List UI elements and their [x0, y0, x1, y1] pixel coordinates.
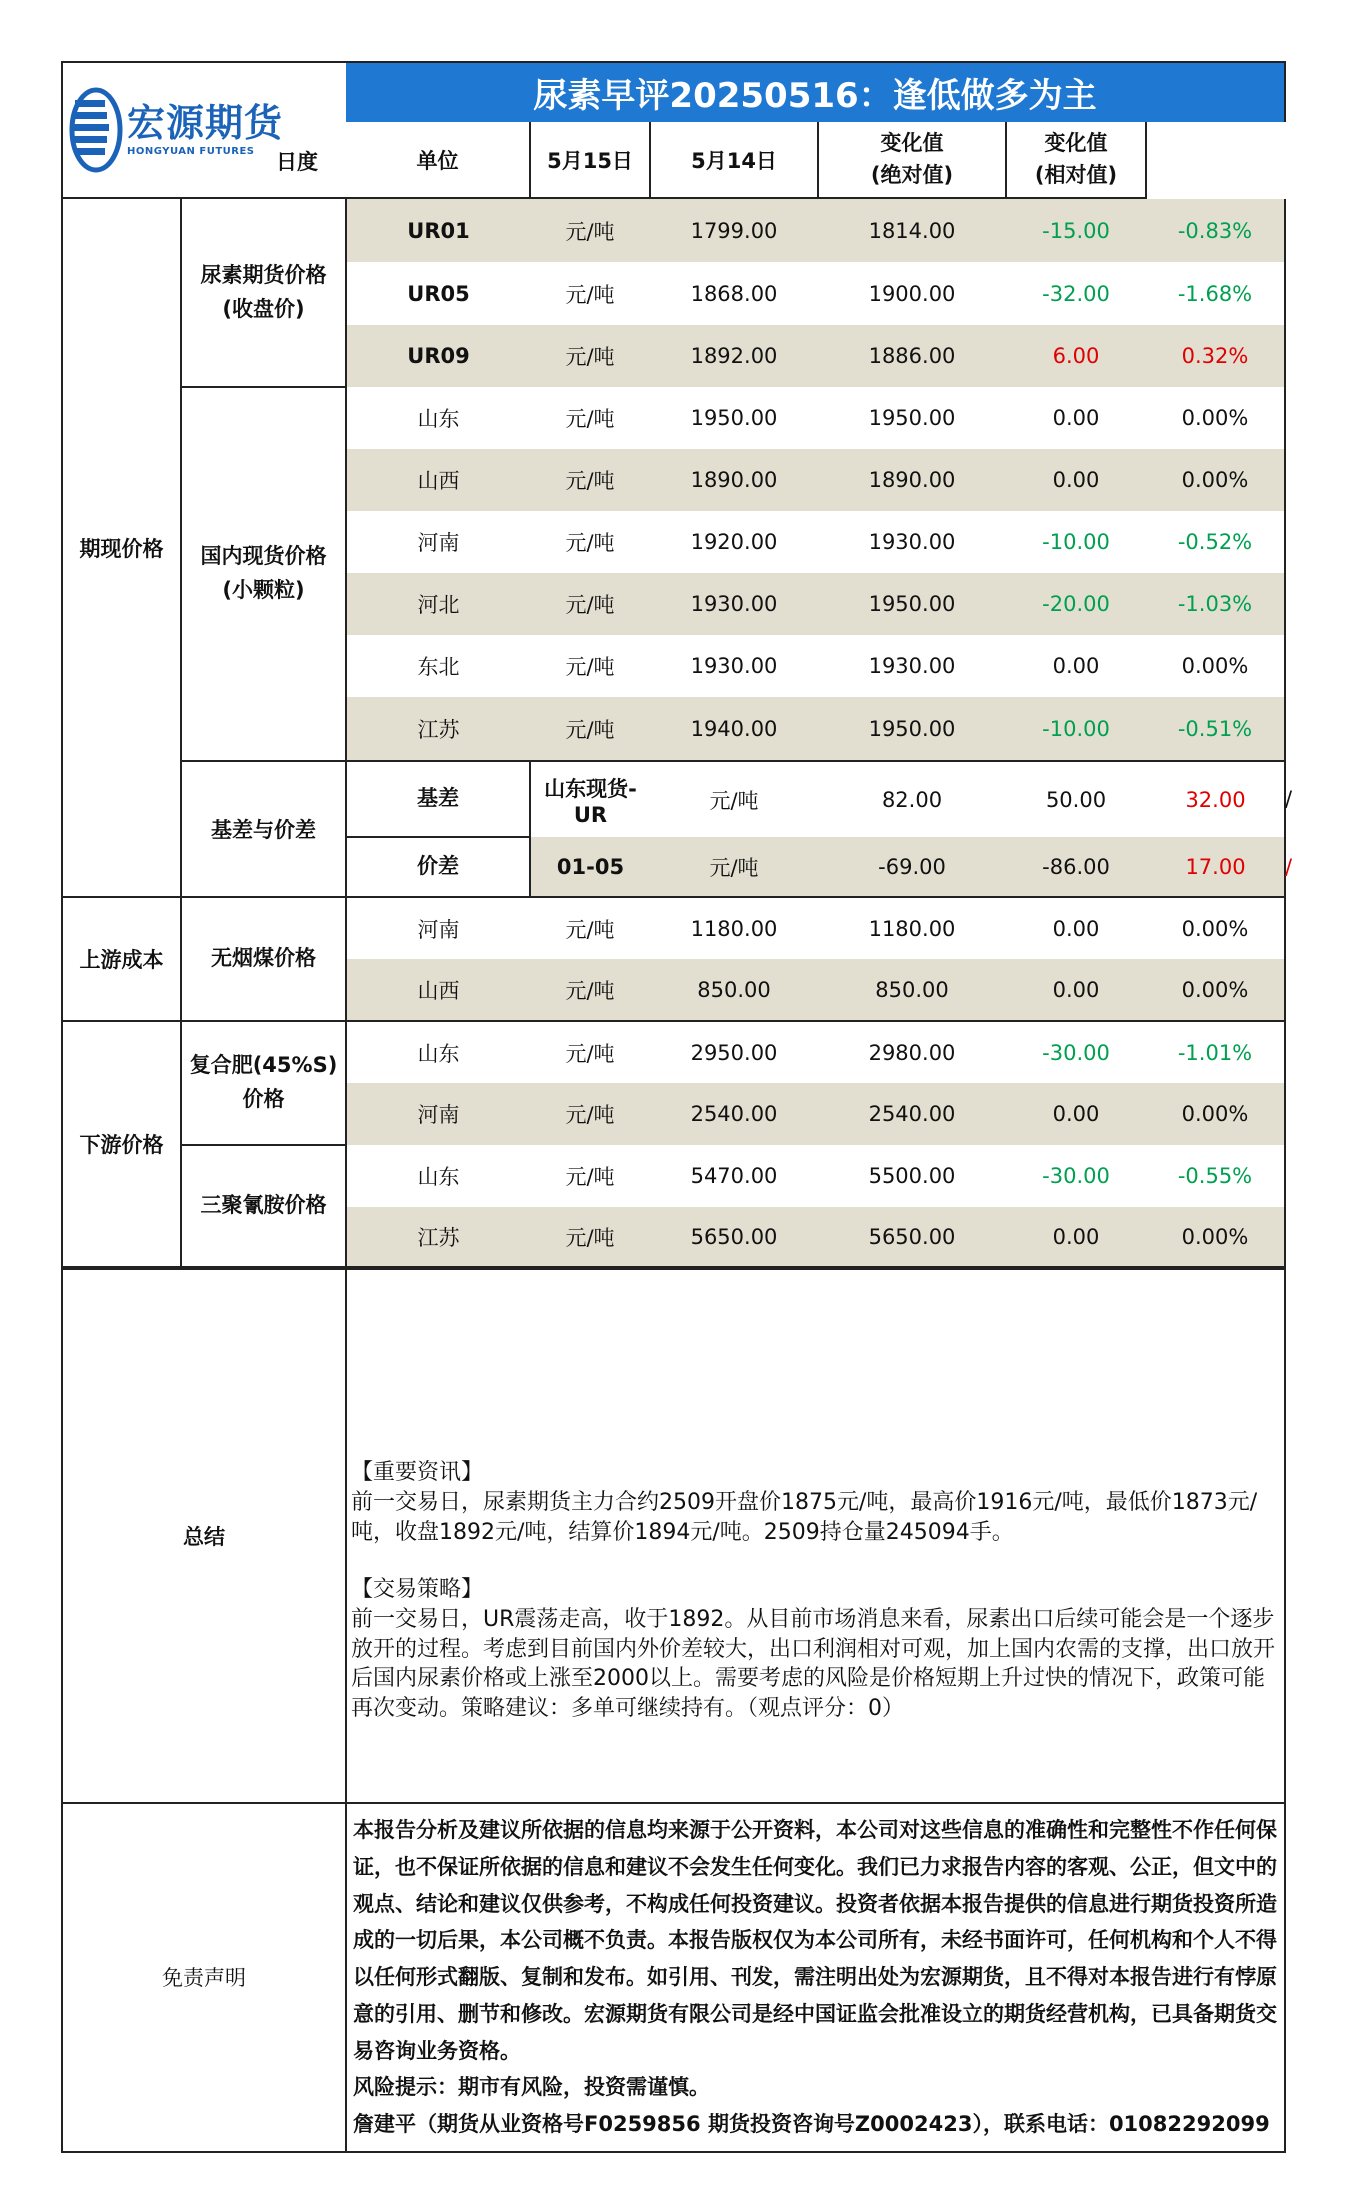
row-today-value: 1920.00: [690, 530, 778, 554]
row-prev-value: 1950.00: [818, 573, 1006, 635]
row-unit: 元/吨: [530, 199, 650, 262]
logo-english-name: HONGYUAN FUTURES: [127, 145, 255, 157]
table-row: [62, 1145, 1285, 1207]
strategy-heading: 【交易策略】: [351, 1577, 484, 1603]
logo: [62, 62, 346, 198]
row-abs-change: 0.00: [1052, 916, 1100, 941]
row-item: 河南: [417, 531, 460, 555]
row-prev-value: 850.00: [818, 959, 1006, 1021]
row-item: UR05: [407, 281, 470, 306]
category-label: 期现价格: [62, 199, 181, 897]
row-abs-change: -30.00: [1042, 1164, 1110, 1188]
row-prev-value: 1814.00: [818, 199, 1006, 262]
row-unit: 元/吨: [530, 325, 650, 387]
row-unit: 元/吨: [530, 1207, 650, 1267]
row-prev-value: 1180.00: [868, 916, 956, 941]
row-item: 山西: [346, 959, 530, 1021]
row-abs-change: 0.00: [1052, 654, 1100, 678]
row-rel-change: -0.83%: [1146, 199, 1285, 262]
today-column-header: 5月15日: [530, 122, 650, 198]
row-unit: 元/吨: [565, 531, 615, 555]
subcategory-label: 价差: [346, 837, 530, 897]
category-label: 下游价格: [62, 1021, 181, 1267]
author-line: 詹建平（期货从业资格号F0259856 期货投资咨询号Z0002423），联系电话：01082292099: [353, 2112, 1270, 2136]
row-unit: 元/吨: [565, 407, 615, 431]
row-prev-value: 1950.00: [868, 406, 956, 430]
row-prev-value: 1886.00: [818, 325, 1006, 387]
row-prev-value: 2980.00: [868, 1040, 956, 1065]
row-abs-change: 0.00: [1006, 1083, 1146, 1145]
logo-chinese-name: 宏源期货: [127, 100, 284, 145]
disclaimer-body: 本报告分析及建议所依据的信息均来源于公开资料，本公司对这些信息的准确性和完整性不作任何保证，也不保证所依据的信息和建议不会发生任何变化。我们已力求报告内容的客观、公正，但文中的观点、结论和建议仅供参考，不构成任何投资建议。投资者依据本报告提供的信息进行期货投资所造成的一切后果，本公司概不负责。本报告版权仅为本公司所有，未经书面许可，任何机构和个人不得以任何形式翻版、复制和发布。如引用、刊发，需注明出处为宏源期货，且不得对本报告进行有悖原意的引用、删节和修改。宏源期货有限公司是经中国证监会批准设立的期货经营机构，已具备期货交易咨询业务资格。: [353, 1818, 1277, 2063]
row-unit: 元/吨: [565, 1041, 615, 1066]
rel-change-column-header: 变化值 (相对值): [1006, 122, 1146, 198]
row-item: 山西: [346, 449, 530, 511]
row-prev-value: 5500.00: [868, 1164, 956, 1188]
hongyuan-logo-icon: [69, 86, 123, 174]
row-today-value: 1868.00: [690, 281, 778, 306]
news-heading: 【重要资讯】: [351, 1460, 484, 1486]
row-abs-change: 0.00: [1052, 406, 1100, 430]
row-rel-change: 0.00%: [1146, 1207, 1285, 1267]
period-label: 日度: [276, 150, 318, 174]
subcategory-label: 三聚氰胺价格: [181, 1145, 346, 1267]
subcategory-label: 基差: [346, 761, 530, 837]
row-abs-change: 0.00: [1006, 959, 1146, 1021]
row-item: 山东: [417, 1165, 460, 1189]
row-abs-change: 0.00: [1006, 1207, 1146, 1267]
row-today-value: 2540.00: [650, 1083, 818, 1145]
row-today-value: 5650.00: [650, 1207, 818, 1267]
row-unit: 元/吨: [565, 655, 615, 679]
subcategory-label: 复合肥(45%S) 价格: [181, 1021, 346, 1145]
row-unit: 元/吨: [530, 1083, 650, 1145]
row-today-value: 1930.00: [650, 573, 818, 635]
row-today-value: 2950.00: [690, 1040, 778, 1065]
disclaimer-label: 免责声明: [62, 1803, 346, 2152]
row-prev-value: 1930.00: [868, 530, 956, 554]
row-abs-change: 17.00: [1146, 837, 1285, 897]
row-item: 江苏: [346, 697, 530, 761]
row-today-value: 850.00: [650, 959, 818, 1021]
row-rel-change: 0.00%: [1146, 897, 1285, 959]
row-rel-change: 0.00%: [1146, 635, 1285, 697]
urea-morning-report-sheet: [61, 61, 1293, 2153]
unit-column-header: 单位: [346, 122, 530, 198]
row-prev-value: -86.00: [1006, 837, 1146, 897]
row-unit: 元/吨: [565, 282, 615, 307]
row-unit: 元/吨: [530, 449, 650, 511]
row-rel-change: -0.51%: [1146, 697, 1285, 761]
row-rel-change: -0.52%: [1146, 511, 1285, 573]
row-abs-change: 32.00: [1185, 787, 1246, 812]
row-today-value: 1950.00: [690, 406, 778, 430]
row-abs-change: -10.00: [1006, 697, 1146, 761]
row-abs-change: 0.00: [1006, 449, 1146, 511]
row-rel-change: 0.32%: [1146, 325, 1285, 387]
table-row: 基差与价差 基差 山东现货-UR 元/吨 82.00 50.00 32.00 /: [62, 761, 1285, 837]
row-unit: 元/吨: [530, 959, 650, 1021]
row-today-value: 1890.00: [650, 449, 818, 511]
table-row: [62, 199, 1285, 262]
row-rel-change: 0.00%: [1146, 387, 1285, 449]
table-row: 价差 01-05 元/吨 -69.00 -86.00 17.00 /: [62, 837, 1285, 897]
row-unit: 元/吨: [709, 788, 759, 813]
subcategory-label: 国内现货价格 (小颗粒): [181, 387, 346, 761]
row-abs-change: -20.00: [1006, 573, 1146, 635]
row-today-value: 1799.00: [650, 199, 818, 262]
subcategory-label: 尿素期货价格 (收盘价): [181, 199, 346, 387]
strategy-body: 前一交易日，UR震荡走高，收于1892。从目前市场消息来看，尿素出口后续可能会是一个逐步放开的过程。考虑到目前国内外价差较大，出口利润相对可观，加上国内农需的支撑，出口放开后国内尿素价格或上涨至2000以上。需要考虑的风险是价格短期上升过快的情况下，政策可能再次变动。策略建议：多单可继续持有。（观点评分：0）: [351, 1607, 1276, 1722]
row-unit: 元/吨: [650, 837, 818, 897]
subcategory-label: 无烟煤价格: [181, 897, 346, 1021]
row-today-value: 1180.00: [690, 916, 778, 941]
row-unit: 元/吨: [565, 1165, 615, 1189]
risk-warning: 风险提示：期市有风险，投资需谨慎。: [353, 2075, 710, 2100]
row-today-value: 82.00: [881, 787, 943, 812]
row-rel-change: 0.00%: [1146, 959, 1285, 1021]
price-table: [61, 199, 1293, 1268]
row-rel-change: -1.68%: [1146, 262, 1285, 325]
row-today-value: -69.00: [818, 837, 1006, 897]
report-table: [61, 61, 1286, 199]
row-today-value: 1940.00: [650, 697, 818, 761]
row-rel-change: 0.00%: [1146, 449, 1285, 511]
row-item: 江苏: [346, 1207, 530, 1267]
news-body: 前一交易日，尿素期货主力合约2509开盘价1875元/吨，最高价1916元/吨，最低价1873元/吨，收盘1892元/吨，结算价1894元/吨。2509持仓量245094手。: [351, 1489, 1258, 1545]
row-prev-value: 5650.00: [818, 1207, 1006, 1267]
row-rel-change: -1.03%: [1146, 573, 1285, 635]
row-item: UR09: [346, 325, 530, 387]
row-unit: 元/吨: [565, 917, 615, 942]
disclaimer-content: [346, 1803, 1285, 2152]
row-item: 河北: [346, 573, 530, 635]
row-item: 河南: [417, 917, 460, 942]
row-rel-change: -1.01%: [1146, 1021, 1285, 1083]
row-prev-value: 1950.00: [818, 697, 1006, 761]
summary-content: [346, 1269, 1285, 1803]
prev-column-header: 5月14日: [650, 122, 818, 198]
row-abs-change: -15.00: [1006, 199, 1146, 262]
row-abs-change: -30.00: [1042, 1040, 1110, 1065]
row-prev-value: 1930.00: [868, 654, 956, 678]
category-label: 上游成本: [62, 897, 181, 1021]
summary-label: 总结: [62, 1269, 346, 1803]
row-unit: 元/吨: [530, 697, 650, 761]
row-prev-value: 50.00: [1045, 787, 1107, 812]
row-item: 河南: [346, 1083, 530, 1145]
abs-change-column-header: 变化值 (绝对值): [818, 122, 1006, 198]
table-row: [62, 387, 1285, 449]
row-today-value: 5470.00: [690, 1164, 778, 1188]
row-item: 山东: [417, 407, 460, 431]
row-abs-change: -32.00: [1042, 281, 1110, 306]
row-item: 山东: [417, 1041, 460, 1066]
row-prev-value: 1900.00: [868, 281, 956, 306]
row-item: 东北: [417, 655, 460, 679]
summary-table: [61, 1268, 1286, 2153]
table-row: [62, 897, 1285, 959]
row-rel-change: 0.00%: [1146, 1083, 1285, 1145]
row-abs-change: 6.00: [1006, 325, 1146, 387]
report-title: 尿素早评20250516：逢低做多为主: [346, 62, 1285, 122]
row-item: 山东现货-UR: [544, 776, 637, 827]
row-prev-value: 1890.00: [818, 449, 1006, 511]
row-today-value: 1930.00: [690, 654, 778, 678]
row-today-value: 1892.00: [650, 325, 818, 387]
row-item: UR01: [346, 199, 530, 262]
table-row: [62, 1021, 1285, 1083]
row-prev-value: 2540.00: [818, 1083, 1006, 1145]
row-abs-change: -10.00: [1042, 530, 1110, 554]
category-label: 基差与价差: [181, 761, 346, 897]
row-rel-change: -0.55%: [1146, 1145, 1285, 1207]
row-item: 01-05: [530, 837, 650, 897]
row-unit: 元/吨: [530, 573, 650, 635]
